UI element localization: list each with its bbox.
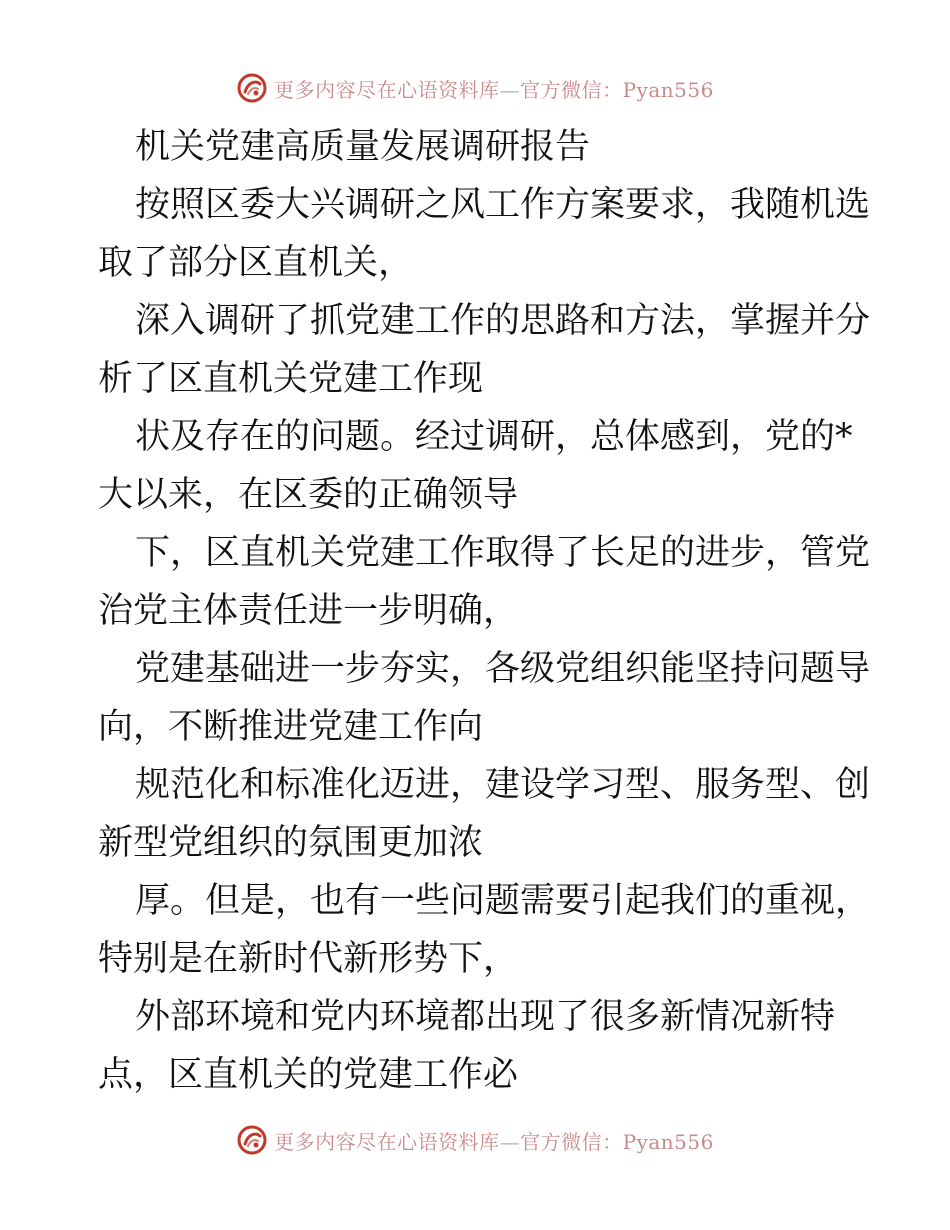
header-banner-content — [236, 72, 714, 104]
body-line: 外部环境和党内环境都出现了很多新情况新特 — [135, 997, 836, 1037]
body-line: 状及存在的问题。经过调研，总体感到，党的* — [135, 417, 853, 457]
footer-banner-main: 更多内容尽在心语资料库 — [274, 1129, 500, 1154]
body-line: 点，区直机关的党建工作必 — [98, 1055, 519, 1095]
body-line: 规范化和标准化迈进，建设学习型、服务型、创 — [135, 765, 871, 805]
header-banner-contact: 官方微信：Pyan556 — [520, 77, 714, 102]
red-swirl-logo-icon — [236, 1124, 268, 1156]
document-body — [98, 118, 871, 1104]
footer-banner-text — [274, 1126, 714, 1155]
footer-banner — [0, 1120, 950, 1160]
red-swirl-logo-icon — [236, 72, 268, 104]
footer-banner-separator: — — [499, 1129, 521, 1154]
header-banner-main: 更多内容尽在心语资料库 — [274, 77, 500, 102]
body-line: 向，不断推进党建工作向 — [98, 707, 484, 747]
header-banner-text — [274, 74, 714, 103]
body-line: 按照区委大兴调研之风工作方案要求，我随机选 — [135, 185, 871, 225]
header-banner — [0, 68, 950, 108]
footer-banner-contact: 官方微信：Pyan556 — [520, 1129, 714, 1154]
body-line: 新型党组织的氛围更加浓 — [98, 823, 484, 863]
body-line: 析了区直机关党建工作现 — [98, 359, 484, 399]
footer-banner-content — [236, 1124, 714, 1156]
header-banner-separator: — — [499, 77, 521, 102]
body-line: 厚。但是，也有一些问题需要引起我们的重视， — [135, 881, 871, 921]
body-line: 特别是在新时代新形势下， — [98, 939, 519, 979]
body-line: 治党主体责任进一步明确， — [98, 591, 519, 631]
body-line: 大以来，在区委的正确领导 — [98, 475, 519, 515]
body-line: 党建基础进一步夯实，各级党组织能坚持问题导 — [135, 649, 871, 689]
body-line: 深入调研了抓党建工作的思路和方法，掌握并分 — [135, 301, 871, 341]
body-line: 下，区直机关党建工作取得了长足的进步，管党 — [135, 533, 871, 573]
body-line: 取了部分区直机关， — [98, 243, 414, 283]
document-title: 机关党建高质量发展调研报告 — [135, 127, 591, 167]
